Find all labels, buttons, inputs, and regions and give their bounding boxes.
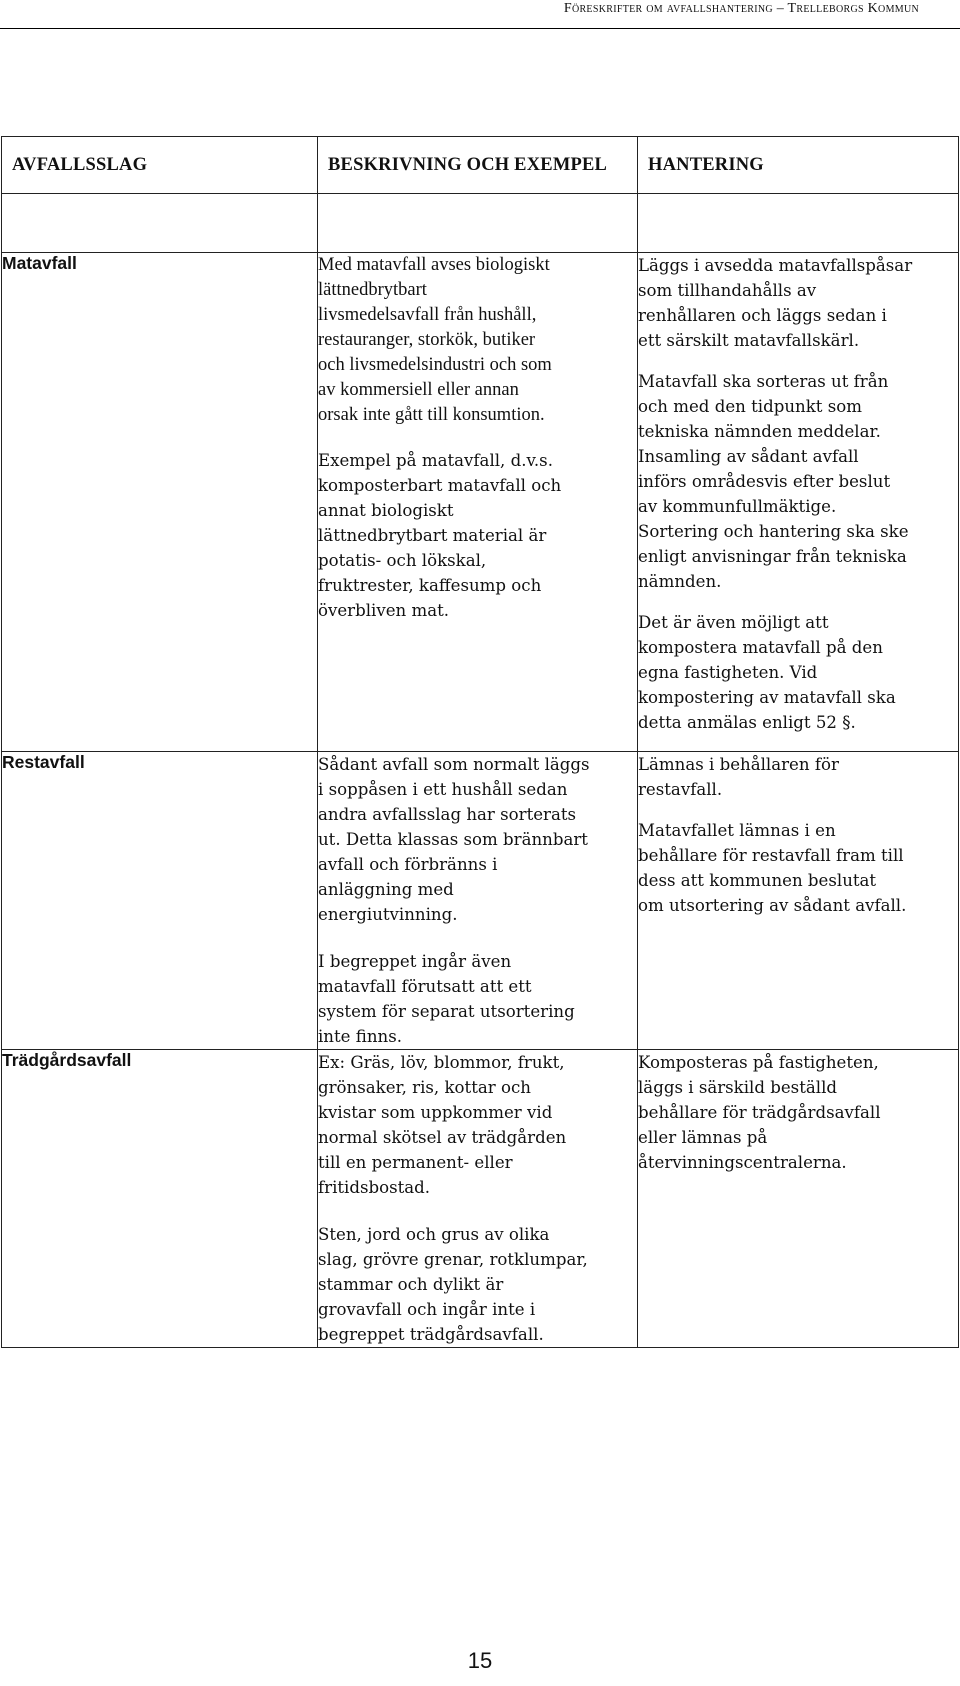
table-row-matavfall (2, 253, 959, 752)
header-rule (0, 28, 960, 29)
description-cell (318, 752, 638, 1050)
category-cell: Matavfall (2, 253, 318, 752)
description-paragraph: Exempel på matavfall, d.v.s. komposterbart matavfall och annat biologiskt lättnedbrytbart material är potatis- och lökskal, fruktrester, kaffesump och överbliven mat. (318, 451, 562, 620)
description-paragraph: Sten, jord och grus av olika slag, grövre grenar, rotklumpar, stammar och dylikt är grovavfall och ingår inte i begreppet trädgårdsavfall. (318, 1225, 588, 1344)
column-header-handling: HANTERING (638, 137, 959, 194)
table-row-tradgardsavfall (2, 1050, 959, 1348)
column-header-description: BESKRIVNING OCH EXEMPEL (318, 137, 638, 194)
handling-paragraph: Matavfall ska sorteras ut från och med den tidpunkt som tekniska nämnden meddelar. Insamling av sådant avfall införs områdesvis efter beslut av kommunfullmäktige. Sortering och hantering ska ske enligt anvisningar från tekniska nämnden. (638, 372, 909, 591)
handling-paragraph: Det är även möjligt att kompostera matavfall på den egna fastigheten. Vid kompostering av matavfall ska detta anmälas enligt 52 §. (638, 613, 896, 732)
category-cell: Trädgårdsavfall (2, 1050, 318, 1348)
description-cell (318, 253, 638, 752)
handling-paragraph: Lämnas i behållaren för restavfall. (638, 755, 839, 799)
description-cell (318, 1050, 638, 1348)
page-number: 15 (467, 1648, 493, 1673)
handling-cell (638, 253, 959, 752)
description-paragraph: Sådant avfall som normalt läggs i soppåsen i ett hushåll sedan andra avfallsslag har sorterats ut. Detta klassas som brännbart avfall och förbränns i anläggning med energiutvinning. (318, 755, 590, 924)
table-row-restavfall (2, 752, 959, 1050)
column-header-waste-type: AVFALLSSLAG (2, 137, 318, 194)
description-paragraph: Ex: Gräs, löv, blommor, frukt, grönsaker, ris, kottar och kvistar som uppkommer vid normal skötsel av trädgården till en permanent- eller fritidsbostad. (318, 1053, 567, 1197)
handling-paragraph: Läggs i avsedda matavfallspåsar som tillhandahålls av renhållaren och läggs sedan i ett särskilt matavfallskärl. (638, 256, 913, 350)
waste-types-table (1, 136, 959, 1348)
table-header-row (2, 137, 959, 194)
handling-paragraph: Komposteras på fastigheten, läggs i särskild beställd behållare för trädgårdsavfall eller lämnas på återvinningscentralerna. (638, 1053, 881, 1172)
table-spacer-row (2, 194, 959, 253)
running-header: Föreskrifter om avfallshantering – Trelleborgs Kommun (563, 1, 919, 16)
description-paragraph: Med matavfall avses biologiskt lättnedbrytbart livsmedelsavfall från hushåll, restauranger, storkök, butiker och livsmedelsindustri och som av kommersiell eller annan orsak inte gått till konsumtion. (318, 255, 552, 425)
category-cell: Restavfall (2, 752, 318, 1050)
handling-cell (638, 752, 959, 1050)
description-paragraph: I begreppet ingår även matavfall förutsatt att ett system för separat utsortering inte finns. (318, 952, 575, 1046)
handling-cell (638, 1050, 959, 1348)
handling-paragraph: Matavfallet lämnas i en behållare för restavfall fram till dess att kommunen beslutat om utsortering av sådant avfall. (638, 821, 907, 915)
